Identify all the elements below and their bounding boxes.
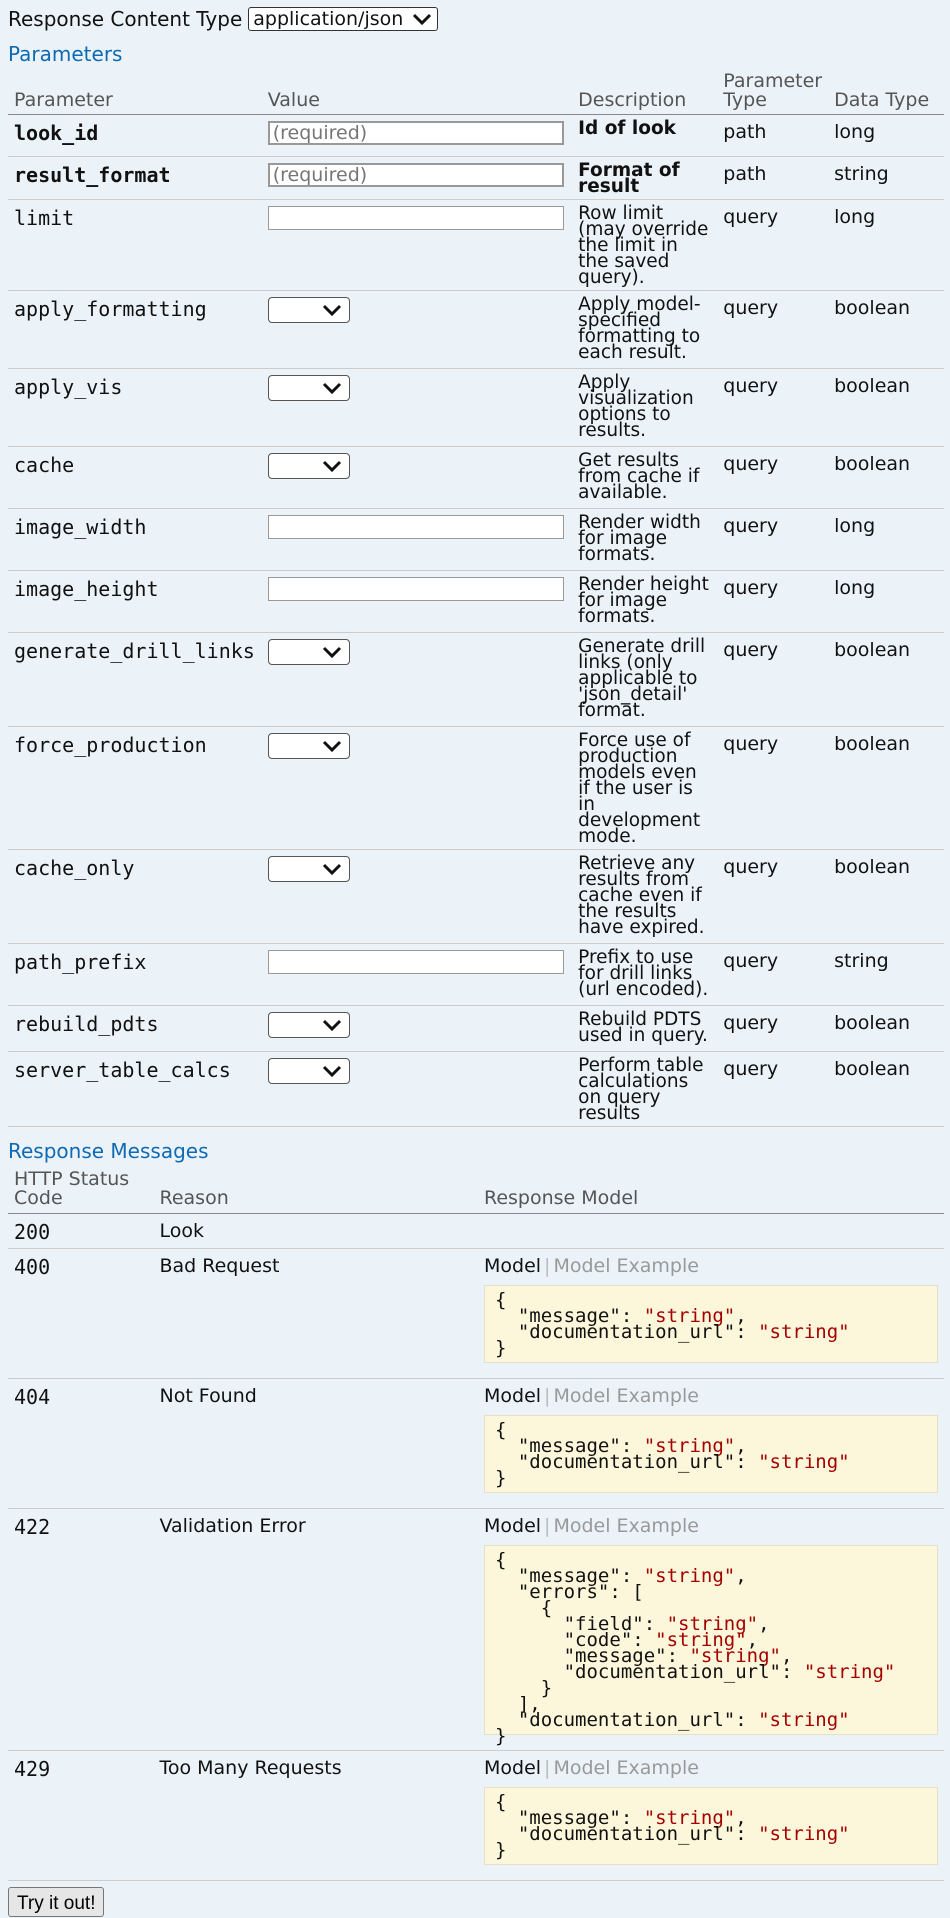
tab-model[interactable]: Model (483, 1254, 542, 1277)
header-status-code: HTTP Status Code (8, 1169, 153, 1213)
parameter-row (8, 157, 944, 200)
response-model (478, 1750, 944, 1880)
parameter-row (8, 944, 944, 1006)
header-response-model: Response Model (478, 1169, 944, 1213)
response-content-type-select[interactable] (248, 7, 438, 31)
data-type: boolean (828, 291, 944, 369)
response-row (8, 1378, 944, 1508)
tab-model[interactable]: Model (483, 1514, 542, 1537)
status-reason: Bad Request (153, 1248, 478, 1378)
response-row (8, 1213, 944, 1248)
status-code: 200 (8, 1213, 153, 1248)
tab-model[interactable]: Model (483, 1756, 542, 1779)
parameter-type: query (717, 1052, 828, 1127)
parameter-description: Render width for image formats. (572, 509, 717, 571)
limit-input[interactable] (268, 206, 564, 230)
tab-separator: | (544, 1514, 551, 1537)
model-tabs (484, 1255, 938, 1277)
status-code: 422 (8, 1508, 153, 1750)
tab-separator: | (544, 1254, 551, 1277)
parameters-heading: Parameters (8, 42, 123, 66)
parameter-name: image_width (14, 515, 147, 539)
try-it-out-button[interactable]: Try it out! (8, 1887, 104, 1917)
parameter-description: Apply visualization options to results. (572, 369, 717, 447)
model-snippet: { "message": "string", "errors": [ { "field": "string", "code": "string", "message": "string", "documentation_url": "string" } ], "documentation_url": "string" } (484, 1545, 938, 1735)
cache-only-select[interactable] (268, 856, 350, 882)
parameter-name: look_id (14, 121, 99, 145)
look-id-input[interactable] (268, 121, 564, 145)
chevron-down-icon (321, 738, 343, 754)
model-snippet: { "message": "string", "documentation_url": "string" } (484, 1285, 938, 1363)
response-content-type (8, 6, 942, 32)
parameter-description: Render height for image formats. (572, 571, 717, 633)
parameter-description: Get results from cache if available. (572, 447, 717, 509)
parameter-row (8, 369, 944, 447)
force-production-select[interactable] (268, 733, 350, 759)
parameter-row (8, 509, 944, 571)
data-type: boolean (828, 850, 944, 944)
parameter-name: apply_formatting (14, 297, 207, 321)
parameter-type: query (717, 633, 828, 727)
parameter-type: query (717, 369, 828, 447)
response-row (8, 1508, 944, 1750)
apply-vis-select[interactable] (268, 375, 350, 401)
parameter-name: result_format (14, 163, 171, 187)
parameter-name: generate_drill_links (14, 639, 255, 663)
parameter-name: path_prefix (14, 950, 147, 974)
data-type: boolean (828, 727, 944, 850)
header-data-type: Data Type (828, 72, 944, 115)
chevron-down-icon (321, 380, 343, 396)
chevron-down-icon (321, 644, 343, 660)
parameter-row (8, 115, 944, 157)
tab-model-example[interactable]: Model Example (553, 1384, 699, 1407)
parameter-row (8, 1006, 944, 1052)
status-code: 404 (8, 1378, 153, 1508)
parameter-type: query (717, 850, 828, 944)
data-type: boolean (828, 1006, 944, 1052)
data-type: boolean (828, 369, 944, 447)
data-type: long (828, 115, 944, 157)
parameter-name: image_height (14, 577, 159, 601)
chevron-down-icon (321, 861, 343, 877)
parameter-type: query (717, 200, 828, 291)
apply-formatting-select[interactable] (268, 297, 350, 323)
model-tabs (484, 1385, 938, 1407)
parameter-row (8, 1052, 944, 1127)
parameter-type: query (717, 571, 828, 633)
parameter-description: Retrieve any results from cache even if the results have expired. (572, 850, 717, 944)
response-model (478, 1213, 944, 1248)
data-type: string (828, 157, 944, 200)
image-width-input[interactable] (268, 515, 564, 539)
data-type: long (828, 509, 944, 571)
parameter-description: Perform table calculations on query results (572, 1052, 717, 1127)
response-model (478, 1378, 944, 1508)
header-parameter: Parameter (8, 72, 262, 115)
image-height-input[interactable] (268, 577, 564, 601)
data-type: long (828, 571, 944, 633)
parameter-type: query (717, 447, 828, 509)
parameter-row (8, 727, 944, 850)
model-tabs (484, 1757, 938, 1779)
response-model (478, 1508, 944, 1750)
result-format-input[interactable] (268, 163, 564, 187)
data-type: boolean (828, 1052, 944, 1127)
path-prefix-input[interactable] (268, 950, 564, 974)
response-row (8, 1750, 944, 1880)
parameter-row (8, 447, 944, 509)
parameters-table (8, 72, 944, 1127)
data-type: boolean (828, 633, 944, 727)
response-content-type-label: Response Content Type (8, 7, 243, 31)
parameter-name: force_production (14, 733, 207, 757)
header-value: Value (262, 72, 572, 115)
status-reason: Not Found (153, 1378, 478, 1508)
parameter-type: path (717, 157, 828, 200)
response-messages-heading: Response Messages (8, 1139, 209, 1163)
parameter-description: Apply model-specified formatting to each result. (572, 291, 717, 369)
model-snippet: { "message": "string", "documentation_url": "string" } (484, 1787, 938, 1865)
header-reason: Reason (153, 1169, 478, 1213)
parameter-type: query (717, 509, 828, 571)
parameter-name: limit (14, 206, 75, 230)
tab-model-example[interactable]: Model Example (553, 1756, 699, 1779)
data-type: long (828, 200, 944, 291)
parameter-type: path (717, 115, 828, 157)
tab-model-example[interactable]: Model Example (553, 1254, 699, 1277)
status-code: 429 (8, 1750, 153, 1880)
response-model (478, 1248, 944, 1378)
rebuild-pdts-select[interactable] (268, 1012, 350, 1038)
header-parameter-type: Parameter Type (717, 72, 828, 115)
parameter-description: Force use of production models even if the user is in development mode. (572, 727, 717, 850)
chevron-down-icon (321, 1017, 343, 1033)
parameter-name: cache_only (14, 856, 135, 880)
generate-drill-links-select[interactable] (268, 639, 350, 665)
parameter-description: Rebuild PDTS used in query. (572, 1006, 717, 1052)
parameter-type: query (717, 944, 828, 1006)
parameter-row (8, 571, 944, 633)
parameter-name: server_table_calcs (14, 1058, 231, 1082)
parameter-row (8, 850, 944, 944)
response-content-type-value: application/json (253, 8, 404, 30)
header-description: Description (572, 72, 717, 115)
parameter-description: Row limit (may override the limit in the saved query). (572, 200, 717, 291)
parameter-name: rebuild_pdts (14, 1012, 159, 1036)
parameter-name: apply_vis (14, 375, 123, 399)
parameter-description: Generate drill links (only applicable to 'json_detail' format. (572, 633, 717, 727)
data-type: string (828, 944, 944, 1006)
response-messages-table (8, 1169, 944, 1881)
parameter-name: cache (14, 453, 75, 477)
parameter-description: Prefix to use for drill links (url encoded). (572, 944, 717, 1006)
chevron-down-icon (321, 1063, 343, 1079)
parameter-description: Id of look (572, 115, 717, 157)
model-snippet: { "message": "string", "documentation_url": "string" } (484, 1415, 938, 1493)
tab-model[interactable]: Model (483, 1384, 542, 1407)
parameter-row (8, 291, 944, 369)
status-reason: Look (153, 1213, 478, 1248)
server-table-calcs-select[interactable] (268, 1058, 350, 1084)
parameter-row (8, 633, 944, 727)
parameter-type: query (717, 1006, 828, 1052)
parameter-description: Format of result (572, 157, 717, 200)
tab-separator: | (544, 1384, 551, 1407)
response-row (8, 1248, 944, 1378)
chevron-down-icon (411, 11, 433, 27)
parameter-type: query (717, 291, 828, 369)
chevron-down-icon (321, 302, 343, 318)
chevron-down-icon (321, 458, 343, 474)
data-type: boolean (828, 447, 944, 509)
tab-model-example[interactable]: Model Example (553, 1514, 699, 1537)
model-tabs (484, 1515, 938, 1537)
tab-separator: | (544, 1756, 551, 1779)
parameter-row (8, 200, 944, 291)
status-code: 400 (8, 1248, 153, 1378)
status-reason: Validation Error (153, 1508, 478, 1750)
parameter-type: query (717, 727, 828, 850)
cache-select[interactable] (268, 453, 350, 479)
status-reason: Too Many Requests (153, 1750, 478, 1880)
